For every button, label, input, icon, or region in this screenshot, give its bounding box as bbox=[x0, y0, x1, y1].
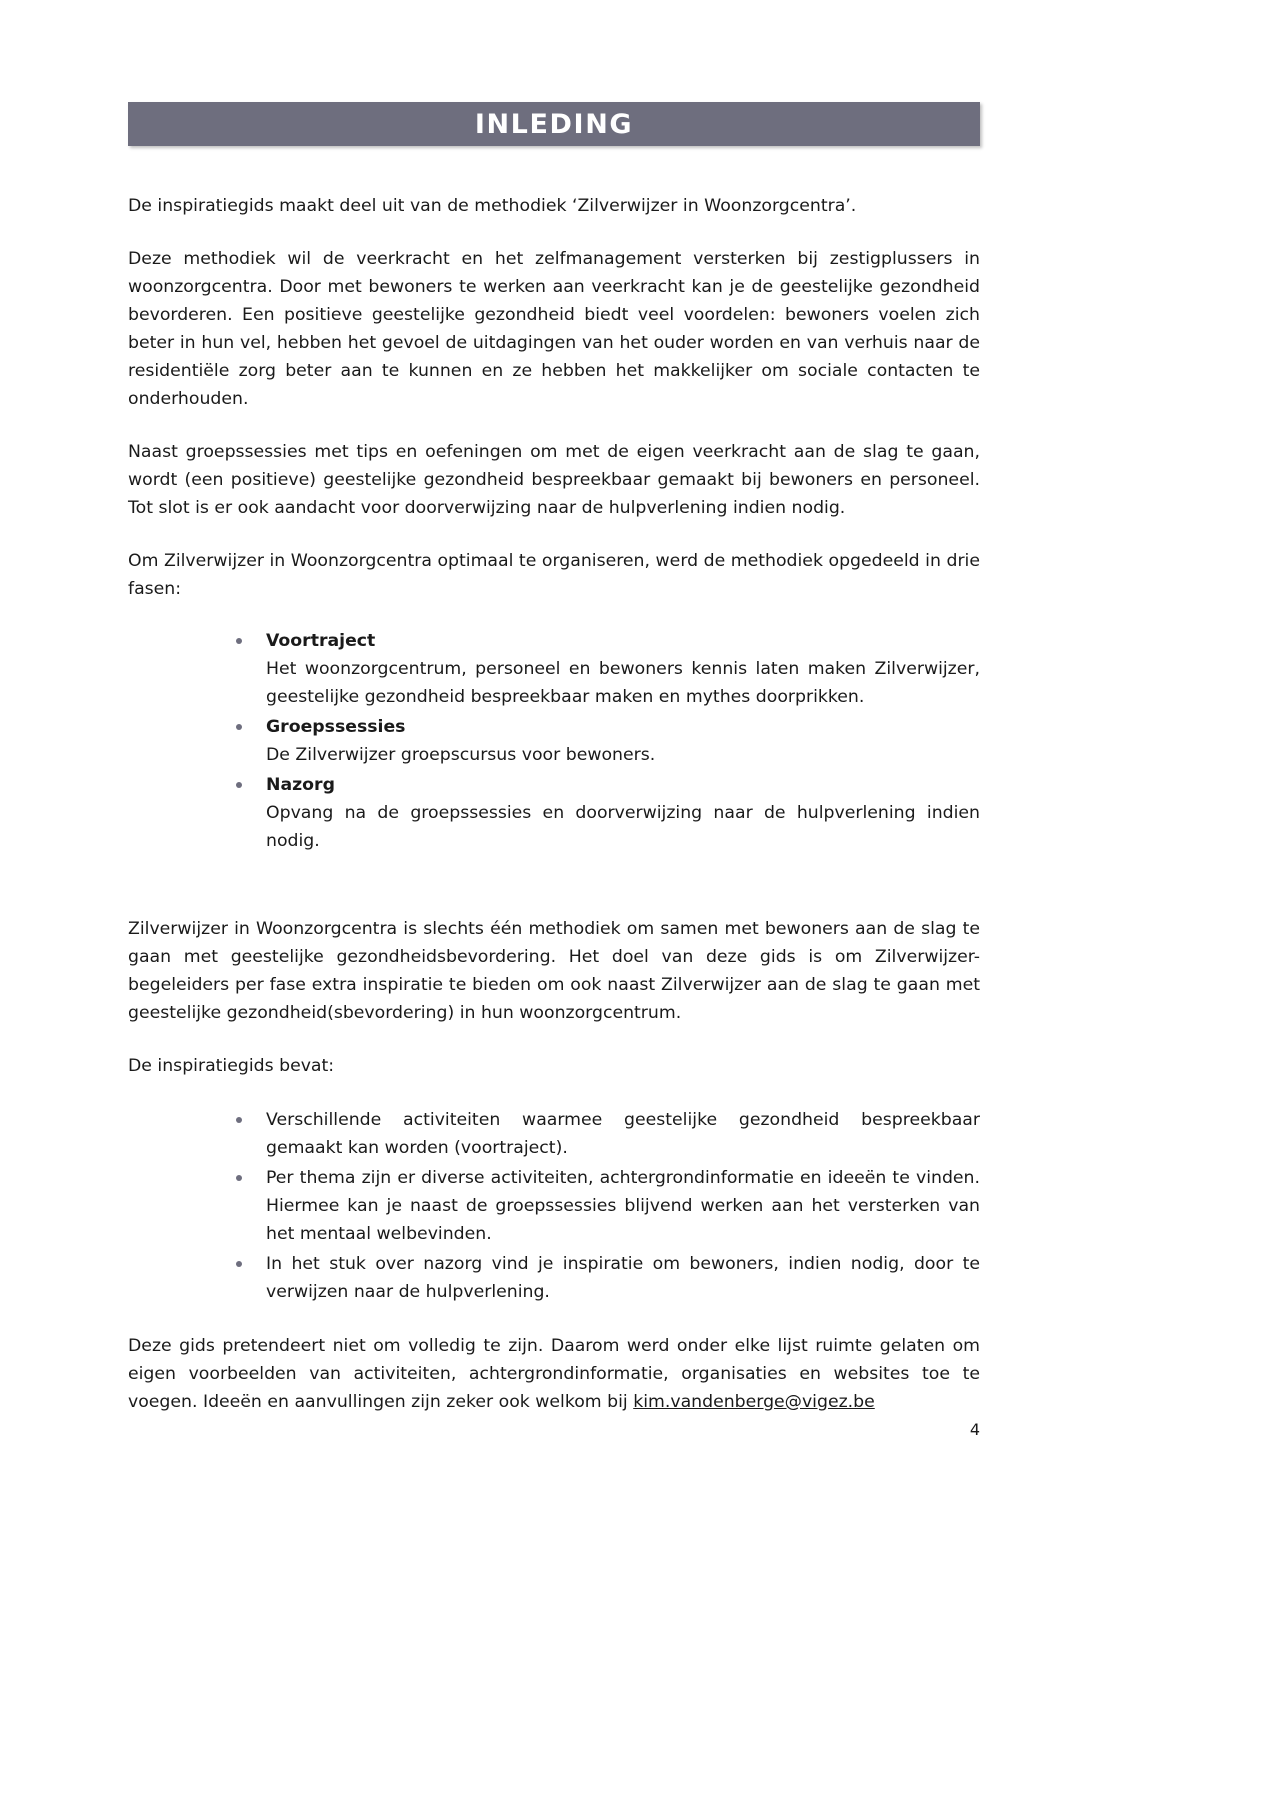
contact-email-link[interactable]: kim.vandenberge@vigez.be bbox=[633, 1391, 875, 1412]
list-item-body: De Zilverwijzer groepscursus voor bewoners. bbox=[266, 745, 656, 766]
footer bbox=[128, 1420, 980, 1439]
paragraph-groepssessies: Naast groepssessies met tips en oefeningen om met de eigen veerkracht aan de slag te gaan, wordt (een positieve) geestelijke gezondheid bespreekbaar gemaakt bij bewoners en personeel. Tot slot is er ook aandacht voor doorverwijzing naar de hulpverlening indien nodig. bbox=[128, 442, 980, 519]
page-title: INLEDING bbox=[474, 108, 634, 140]
bullet-dot-icon bbox=[236, 1175, 242, 1181]
list-item-body: Verschillende activiteiten waarmee geestelijke gezondheid bespreekbaar gemaakt kan worden (voortraject). bbox=[266, 1110, 980, 1159]
list-item-body: In het stuk over nazorg vind je inspiratie om bewoners, indien nodig, door te verwijzen naar de hulpverlening. bbox=[266, 1254, 980, 1303]
list-item-body: Per thema zijn er diverse activiteiten, achtergrondinformatie en ideeën te vinden. Hiermee kan je naast de groepssessies blijvend werken aan het versterken van het mentaal welbevinden. bbox=[266, 1168, 980, 1245]
phases-list bbox=[128, 627, 980, 855]
page-number: 4 bbox=[969, 1420, 980, 1439]
bullet-dot-icon bbox=[236, 638, 242, 644]
list-item bbox=[228, 627, 980, 711]
paragraph-doel-gids: Zilverwijzer in Woonzorgcentra is slechts één methodiek om samen met bewoners aan de slag te gaan met geestelijke gezondheidsbevordering. Het doel van deze gids is om Zilverwijzer-begeleiders per fase extra inspiratie te bieden om ook naast Zilverwijzer aan de slag te gaan met geestelijke gezondheid(sbevordering) in hun woonzorgcentrum. bbox=[128, 919, 980, 1024]
list-item-body: Opvang na de groepssessies en doorverwijzing naar de hulpverlening indien nodig. bbox=[266, 803, 980, 852]
section-spacer bbox=[128, 857, 980, 915]
paragraph-closing bbox=[128, 1332, 980, 1416]
paragraph-methodiek: Deze methodiek wil de veerkracht en het zelfmanagement versterken bij zestigplussers in woonzorgcentra. Door met bewoners te werken aan veerkracht kan je de geestelijke gezondheid bevorderen. Een positieve geestelijke gezondheid biedt veel voordelen: bewoners voelen zich beter in hun vel, hebben het gevoel de uitdagingen van het ouder worden en van verhuis naar de residentiële zorg beter aan te kunnen en ze hebben het makkelijker om sociale contacten te onderhouden. bbox=[128, 249, 980, 410]
section-header-banner bbox=[128, 102, 980, 146]
bullet-dot-icon bbox=[236, 1261, 242, 1267]
paragraph-intro: De inspiratiegids maakt deel uit van de methodiek ‘Zilverwijzer in Woonzorgcentra’. bbox=[128, 196, 857, 216]
list-item-body: Het woonzorgcentrum, personeel en bewoners kennis laten maken Zilverwijzer, geestelijke gezondheid bespreekbaar maken en mythes doorprikken. bbox=[266, 659, 980, 708]
page-content bbox=[128, 0, 980, 1416]
bullet-dot-icon bbox=[236, 724, 242, 730]
list-item bbox=[228, 713, 980, 769]
contents-list bbox=[128, 1106, 980, 1306]
list-item bbox=[228, 1164, 980, 1248]
list-item-title: Voortraject bbox=[266, 631, 376, 652]
bullet-dot-icon bbox=[236, 1117, 242, 1123]
bullet-dot-icon bbox=[236, 782, 242, 788]
list-item-title: Groepssessies bbox=[266, 717, 406, 738]
list-item-title: Nazorg bbox=[266, 775, 335, 796]
closing-text: Deze gids pretendeert niet om volledig te zijn. Daarom werd onder elke lijst ruimte gelaten om eigen voorbeelden van activiteiten, achtergrondinformatie, organisaties en websites toe te voegen. Ideeën en aanvullingen zijn zeker ook welkom bij bbox=[128, 1335, 980, 1412]
list-item bbox=[228, 1106, 980, 1162]
paragraph-bevat-intro: De inspiratiegids bevat: bbox=[128, 1056, 335, 1077]
list-item bbox=[228, 1250, 980, 1306]
list-item bbox=[228, 771, 980, 855]
paragraph-drie-fasen-intro: Om Zilverwijzer in Woonzorgcentra optimaal te organiseren, werd de methodiek opgedeeld in drie fasen: bbox=[128, 551, 980, 600]
